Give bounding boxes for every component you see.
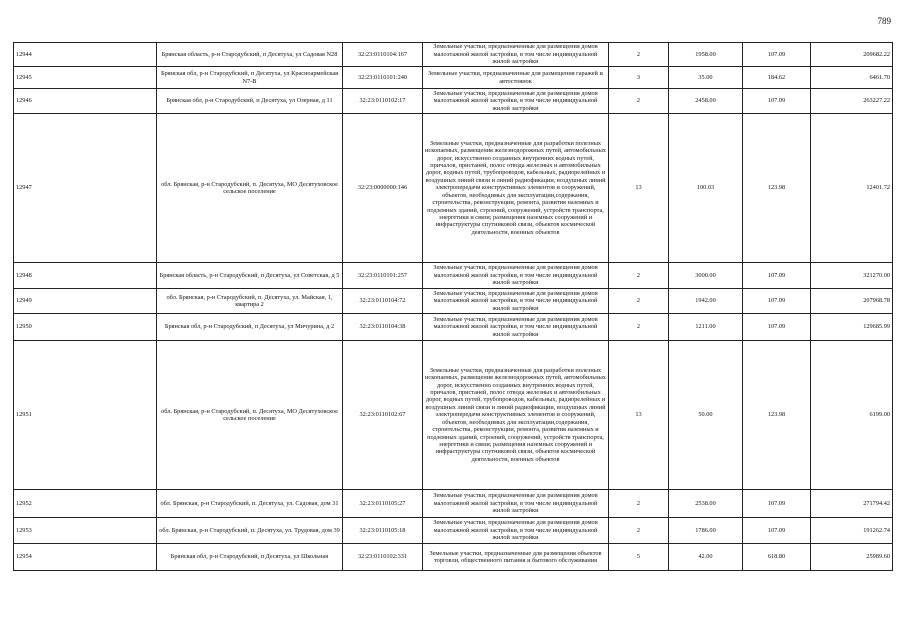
area-cell: 100.03	[669, 114, 743, 263]
address-cell: обл. Брянская, р-н Стародубский, п. Десятуха, МО Десятуховское сельское поселение	[157, 114, 343, 263]
table-row	[14, 314, 893, 341]
cost-cell: 321270.00	[811, 263, 893, 289]
cadastral-number-cell: 32:23:0110104:72	[343, 289, 423, 314]
land-use-cell: Земельные участки, предназначенные для размещения домов малоэтажной жилой застройки, в том числе индивидуальной жилой застройки	[423, 263, 609, 289]
area-cell: 1211.00	[669, 314, 743, 341]
row-number: 12948	[14, 263, 157, 289]
table-row	[14, 67, 893, 89]
land-use-cell: Земельные участки, предназначенные для размещения домов малоэтажной жилой застройки, в том числе индивидуальной жилой застройки	[423, 89, 609, 114]
land-use-cell: Земельные участки, предназначенные для размещения домов малоэтажной жилой застройки, в том числе индивидуальной жилой застройки	[423, 289, 609, 314]
group-cell: 2	[609, 263, 669, 289]
cadastral-number-cell: 32:23:0110102:331	[343, 544, 423, 571]
land-use-cell: Земельные участки, предназначенные для размещения домов малоэтажной жилой застройки, в том числе индивидуальной жилой застройки	[423, 490, 609, 518]
table-row	[14, 114, 893, 263]
row-number: 12950	[14, 314, 157, 341]
rate-cell: 107.09	[743, 490, 811, 518]
land-use-cell: Земельные участки, предназначенные для размещения домов малоэтажной жилой застройки, в том числе индивидуальной жилой застройки	[423, 43, 609, 67]
cost-cell: 129685.99	[811, 314, 893, 341]
cadastral-number-cell: 32:23:0110101:240	[343, 67, 423, 89]
land-use-cell: Земельные участки, предназначенные для разработки полезных ископаемых, размещения железнодорожных путей, автомобильных дорог, искусственно созданных внутренних водных путей, причалов, пристаней, полос отвода железных и автомобильных дорог, водных путей, трубопроводов, кабельных, радиорелейных и воздушных линий связи и линий радиофикации, воздушных линий электропередачи конструктивных элементов и сооружений, объектов, необходимых для эксплуатации,содержания, строительства, реконструкции, ремонта, развития наземных и подземных зданий, строений, сооружений, устройств транспорта, энергетики и связи; размещения наземных сооружений и инфраструктуры спутниковой связи, объектов космической деятельности, военных объектов	[423, 114, 609, 263]
rate-cell: 618.80	[743, 544, 811, 571]
row-number: 12946	[14, 89, 157, 114]
table-row	[14, 289, 893, 314]
group-cell: 2	[609, 518, 669, 544]
address-cell: обл. Брянская, р-н Стародубский, п. Десятуха, МО Десятуховское сельское поселение	[157, 341, 343, 490]
cost-cell: 263227.22	[811, 89, 893, 114]
group-cell: 3	[609, 67, 669, 89]
cadastral-number-cell: 32:23:0110105:27	[343, 490, 423, 518]
area-cell: 2458.00	[669, 89, 743, 114]
cost-cell: 6199.00	[811, 341, 893, 490]
cadastral-number-cell: 32:23:0110105:18	[343, 518, 423, 544]
group-cell: 5	[609, 544, 669, 571]
cadastral-number-cell: 32:23:0110102:67	[343, 341, 423, 490]
rate-cell: 107.09	[743, 314, 811, 341]
cost-cell: 25989.60	[811, 544, 893, 571]
cadastral-number-cell: 32:23:0000000:146	[343, 114, 423, 263]
address-cell: обл. Брянская, р-н Стародубский, п. Десятуха, ул. Трудовая, дом 39	[157, 518, 343, 544]
row-number: 12949	[14, 289, 157, 314]
table-row	[14, 43, 893, 67]
rate-cell: 184.62	[743, 67, 811, 89]
cadastral-number-cell: 32:23:0110104:167	[343, 43, 423, 67]
land-registry-table	[13, 42, 893, 571]
rate-cell: 107.09	[743, 89, 811, 114]
table-row	[14, 518, 893, 544]
cadastral-number-cell: 32:23:0110104:38	[343, 314, 423, 341]
area-cell: 1958.00	[669, 43, 743, 67]
group-cell: 13	[609, 114, 669, 263]
area-cell: 1942.00	[669, 289, 743, 314]
page-number: 789	[877, 16, 891, 26]
group-cell: 2	[609, 289, 669, 314]
row-number: 12947	[14, 114, 157, 263]
rate-cell: 107.09	[743, 263, 811, 289]
land-use-cell: Земельные участки, предназначенные для размещения домов малоэтажной жилой застройки, в том числе индивидуальной жилой застройки	[423, 518, 609, 544]
address-cell: Брянская обл, р-н Стародубский, п Десятуха, ул Мичурина, д 2	[157, 314, 343, 341]
area-cell: 42.00	[669, 544, 743, 571]
cost-cell: 191262.74	[811, 518, 893, 544]
rate-cell: 123.98	[743, 341, 811, 490]
table-row	[14, 263, 893, 289]
group-cell: 2	[609, 43, 669, 67]
row-number: 12945	[14, 67, 157, 89]
address-cell: Брянская обл, р-н Стародубский, п Десятуха, ул Школьная	[157, 544, 343, 571]
address-cell: обл. Брянская, р-н Стародубский, п. Десятуха, ул. Садовая, дом 31	[157, 490, 343, 518]
address-cell: Брянская область, р-н Стародубский, п Десятуха, ул Советская, д 5	[157, 263, 343, 289]
land-use-cell: Земельные участки, предназначенные для размещения объектов торговли, общественного питания и бытового обслуживания	[423, 544, 609, 571]
row-number: 12951	[14, 341, 157, 490]
area-cell: 50.00	[669, 341, 743, 490]
cost-cell: 207968.78	[811, 289, 893, 314]
rate-cell: 107.09	[743, 289, 811, 314]
group-cell: 2	[609, 490, 669, 518]
cadastral-number-cell: 32:23:0110101:257	[343, 263, 423, 289]
table-row	[14, 490, 893, 518]
cost-cell: 209682.22	[811, 43, 893, 67]
rate-cell: 107.09	[743, 43, 811, 67]
group-cell: 13	[609, 341, 669, 490]
cost-cell: 271794.42	[811, 490, 893, 518]
table-row	[14, 341, 893, 490]
rate-cell: 107.09	[743, 518, 811, 544]
group-cell: 2	[609, 89, 669, 114]
table-row	[14, 544, 893, 571]
table-row	[14, 89, 893, 114]
cost-cell: 6461.70	[811, 67, 893, 89]
address-cell: Брянская обл, р-н Стародубский, п Десятуха, ул Красноармейская N7-В	[157, 67, 343, 89]
address-cell: Брянская обл, р-н Стародубский, п Десятуха, ул Озерная, д 11	[157, 89, 343, 114]
address-cell: обл. Брянская, р-н Стародубский, п. Десятуха, ул. Майская, 1, квартира 2	[157, 289, 343, 314]
area-cell: 35.00	[669, 67, 743, 89]
row-number: 12944	[14, 43, 157, 67]
area-cell: 2538.00	[669, 490, 743, 518]
area-cell: 3000.00	[669, 263, 743, 289]
rate-cell: 123.98	[743, 114, 811, 263]
group-cell: 2	[609, 314, 669, 341]
row-number: 12952	[14, 490, 157, 518]
land-use-cell: Земельные участки, предназначенные для размещения домов малоэтажной жилой застройки, в том числе индивидуальной жилой застройки	[423, 314, 609, 341]
address-cell: Брянская область, р-н Стародубский, п Десятуха, ул Садовая N28	[157, 43, 343, 67]
row-number: 12953	[14, 518, 157, 544]
area-cell: 1786.00	[669, 518, 743, 544]
row-number: 12954	[14, 544, 157, 571]
cost-cell: 12401.72	[811, 114, 893, 263]
land-use-cell: Земельные участки, предназначенные для размещения гаражей и автостоянок	[423, 67, 609, 89]
cadastral-number-cell: 32:23:0110102:17	[343, 89, 423, 114]
land-use-cell: Земельные участки, предназначенные для разработки полезных ископаемых, размещения железнодорожных путей, автомобильных дорог, искусственно созданных внутренних водных путей, причалов, пристаней, полос отвода железных и автомобильных дорог, водных путей, трубопроводов, кабельных, радиорелейных и воздушных линий связи и линий радиофикации, воздушных линий электропередачи конструктивных элементов и сооружений, объектов, необходимых для эксплуатации,содержания, строительства, реконструкции, ремонта, развития наземных и подземных зданий, строений, сооружений, устройств транспорта, энергетики и связи; размещения наземных сооружений и инфраструктуры спутниковой связи, объектов космической деятельности, военных объектов	[423, 341, 609, 490]
